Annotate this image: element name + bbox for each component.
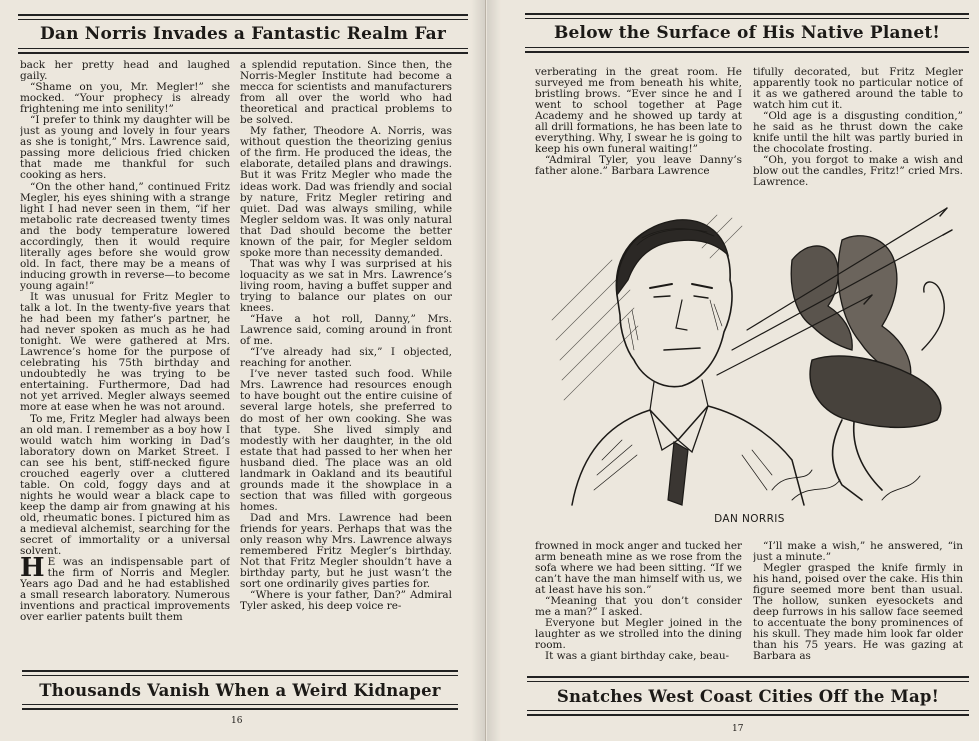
right-column-2-paragraphs (753, 67, 963, 189)
right-page (487, 0, 979, 741)
dropcap-paragraph (20, 553, 230, 624)
paragraph: “Have a hot roll, Danny,” Mrs. Lawrence said, coming around in front of me. (240, 313, 452, 348)
paragraph: “Meaning that you don’t consider me a man?” I asked. (535, 595, 742, 619)
paragraph: “Old age is a disgusting condition,” he said as he thrust down the cake knife until the hilt was partly buried in the chocolate frosting. (753, 110, 963, 156)
paragraph: To me, Fritz Megler had always been an old man. I remember as a boy how I would watch him working in Dad’s laboratory down on Market Street. I can see his bent, stiff-necked figure crouched eagerly over a cluttered table. On cold, foggy days and at nights he would wear a black cape to keep the damp air from gnawing at his old, rheumatic bones. I pictured him as a medieval alchemist, searching for the secret of immortality or a universal solvent. (20, 412, 230, 558)
paragraph: “On the other hand,” continued Fritz Megler, his eyes shining with a strange light I had never seen in them, “if her metabolic rate decreased twenty times and the body temperature lowered accordingly, then it would require literally ages before she would grow old. In fact, there may be a means of inducing growth in reverse—to become young again!” (20, 180, 230, 292)
left-column-1 (20, 60, 230, 665)
eyes (654, 296, 708, 298)
left-column-2 (240, 60, 452, 665)
dropcap-paragraph-text: was an indispensable part of the firm of Norris and Megler. Years ago Dad and he had established a small research laboratory. Numerous inventions and practical improvements over earlier patents built them (20, 556, 230, 624)
left-page-number: 16 (231, 716, 243, 726)
mouth (664, 348, 700, 350)
paragraph: tifully decorated, but Fritz Megler apparently took no particular notice of it as we gathered around the table to watch him cut it. (753, 67, 963, 112)
paragraph: “Admiral Tyler, you leave Danny’s father alone.” Barbara Lawrence (535, 154, 742, 178)
eyebrows (650, 284, 712, 288)
right-column-1 (535, 67, 742, 190)
right-column-2 (753, 67, 963, 190)
left-page-header: Dan Norris Invades a Fantastic Realm Far (18, 14, 468, 54)
paragraph: “Oh, you forgot to make a wish and blow out the candles, Fritz!” cried Mrs. Lawrence. (753, 154, 963, 189)
creature-3 (810, 356, 941, 427)
paragraph: “I’ll make a wish,” he answered, “in just a minute.” (753, 541, 963, 564)
dan-norris-illustration (542, 200, 957, 510)
paragraph: “I prefer to think my daughter will be just as young and lovely in four years as she is tonight,” Mrs. Lawrence said, passing more delicious fried chicken that made me thankful for such cooking as hers. (20, 114, 230, 182)
paragraph: My father, Theodore A. Norris, was without question the theorizing genius of the firm. He produced the ideas, the elaborate, detailed plans and drawings. But it was Fritz Megler who made the ideas work. Dad was friendly and social by nature, Fritz Megler retiring and quiet. Dad was always smiling, while Megler seldom was. It was only natural that Dad should become the better known of the pair, for Megler seldom spoke more than necessity demanded. (240, 125, 452, 259)
left-column-1-paragraphs (20, 60, 230, 557)
paragraph: “Where is your father, Dan?” Admiral Tyler asked, his deep voice re- (240, 589, 452, 613)
paragraph: Everyone but Megler joined in the laughter as we strolled into the dining room. (535, 617, 742, 652)
right-page-number: 17 (732, 724, 744, 734)
left-column-2-paragraphs (240, 60, 452, 612)
paragraph: It was a giant birthday cake, beau- (545, 650, 730, 663)
creature-tail (922, 282, 944, 350)
gutter-shadow (471, 0, 485, 741)
paragraph: “I’ve already had six,” I objected, reaching for another. (240, 346, 452, 370)
right-page-footer: Snatches West Coast Cities Off the Map! (527, 676, 969, 716)
paragraph: I’ve never tasted such food. While Mrs. Lawrence had resources enough to have bought out the entire cuisine of several large hotels, she preferred to do most of her own cooking. She was that type. She lived simply and modestly with her daughter, in the old estate that had passed to her when her husband died. The place was an old landmark in Oakland and its beautiful grounds made it the showplace in a section that was filled with gorgeous homes. (240, 368, 452, 513)
nose (676, 300, 687, 330)
paragraph: Megler grasped the knife firmly in his hand, poised over the cake. His thin figure seemed more bent than usual. The hollow, sunken eyesockets and deep furrows in his sallow face seemed to accentuate the bony prominences of his skull. They made him look far older than his 75 years. He was gazing at Barbara as (753, 562, 963, 663)
paragraph: a splendid reputation. Since then, the Norris-Megler Institute had become a mecca for scientists and manufacturers from all over the world who had theoretical and practical problems to be solved. (240, 60, 452, 127)
right-column-3-paragraphs (535, 541, 742, 663)
left-page (0, 0, 486, 741)
paragraph: Dad and Mrs. Lawrence had been friends for years. Perhaps that was the only reason why Mrs. Lawrence always remembered Fritz Megler’s birthday. Not that Fritz Megler shouldn’t have a birthday party, but he just wasn’t the sort one ordinarily gives parties for. (240, 511, 452, 591)
drop-cap: H (20, 553, 45, 584)
right-column-3 (535, 541, 742, 669)
dropcap-rest: E (47, 556, 56, 569)
paragraph: back her pretty head and laughed gaily. (20, 60, 230, 83)
paragraph: “Shame on you, Mr. Megler!” she mocked. “Your prophecy is already frightening me into senility!” (20, 81, 230, 116)
illustration-caption: DAN NORRIS (714, 513, 785, 525)
paragraph: verberating in the great room. He surveyed me from beneath his white, bristling brows. “Ever since he and I went to school together at Page Academy and he showed up tardy at all drill formations, he has been late to everything. Why, I swear he is going to keep his own funeral waiting!” (535, 67, 742, 156)
right-page-header: Below the Surface of His Native Planet! (525, 13, 969, 53)
claw (833, 420, 882, 500)
right-column-4-paragraphs (753, 541, 963, 663)
right-column-1-paragraphs (535, 67, 742, 177)
right-column-4 (753, 541, 963, 669)
neck (650, 380, 708, 410)
tie (668, 442, 688, 505)
face-shading (628, 300, 722, 350)
paragraph: frowned in mock anger and tucked her arm beneath mine as we rose from the sofa where we had been sitting. “If we can’t have the man himself with us, we at least have his son.” (535, 541, 742, 597)
paragraph: It was unusual for Fritz Megler to talk a lot. In the twenty-five years that he had been my father’s partner, he had never spoken as much as he had tonight. We were gathered at Mrs. Lawrence’s home for the purpose of celebrating his 75th birthday and undoubtedly he was trying to be entertaining. Furthermore, Dad had not yet arrived. Megler always seemed more at ease when he was not around. (20, 290, 230, 414)
foliage (772, 470, 920, 500)
left-page-footer: Thousands Vanish When a Weird Kidnaper (22, 670, 458, 710)
paragraph: That was why I was surprised at his loquacity as we sat in Mrs. Lawrence’s living room, having a buffet supper and trying to balance our plates on our knees. (240, 257, 452, 315)
gutter-shadow (487, 0, 501, 741)
